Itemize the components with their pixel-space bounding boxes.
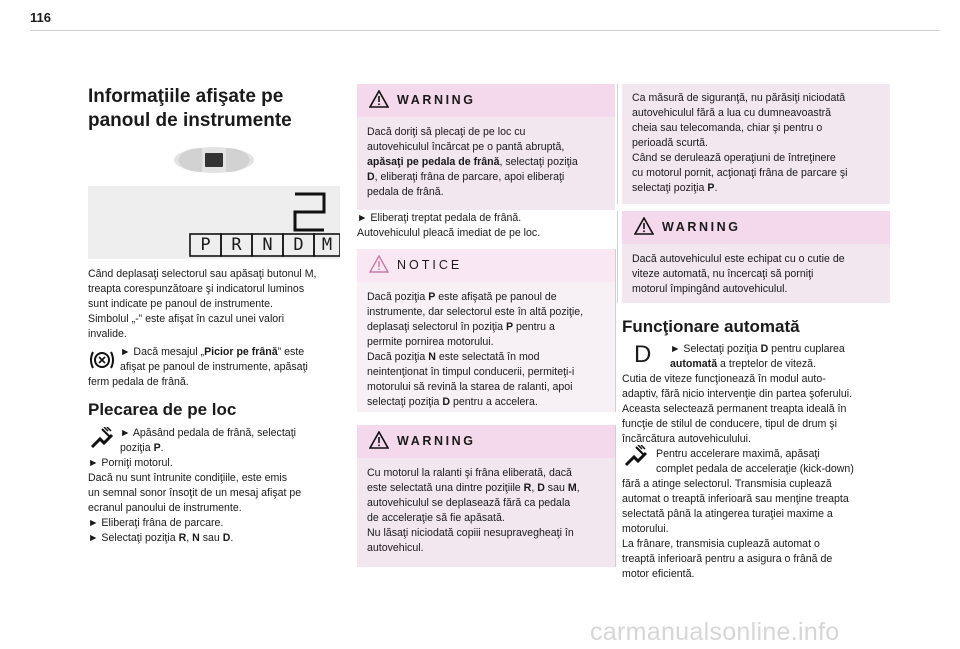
release-brake-text: ► Eliberaţi treptat pedala de frână. Autovehiculul pleacă imediat de pe loc.: [357, 212, 541, 239]
gear-d-icon: D: [634, 341, 652, 368]
warning-icon: [369, 431, 389, 449]
gear-r: R: [231, 235, 242, 255]
gear-p: P: [200, 235, 211, 255]
notice-header: NOTICE: [357, 249, 615, 282]
notice-box: [357, 249, 615, 412]
watermark: carmanualsonline.info: [590, 618, 840, 646]
warning-box-push-start: [622, 211, 890, 303]
column-divider: [615, 249, 616, 412]
notice-text: Dacă poziţia P este afişată pe panoul de instrumente, dar selectorul este în altă poziţie, deplasaţi selectorul în poziţia P pentru a permite pornirea motorului. Dacă poziţia N este selectată în mod neintenţionat în timpul conducerii, permiteţi-i motorului să revină la starea de ralanti, apoi selectaţi poziţia D pentru a accelera.: [367, 291, 584, 408]
warning-box-continued: [622, 84, 890, 204]
warning-box-slope: [357, 84, 615, 210]
brake-message-bullet: ► Dacă mesajul „Picior pe frână” este afişat pe panoul de instrumente, apăsaţi ferm pedala de frână.: [88, 346, 308, 388]
warning-header: WARNING: [357, 425, 615, 458]
warning-text: Ca măsură de siguranţă, nu părăsiţi niciodată autovehiculul fără a lua cu dumneavoastră cheia sau telecomanda, chiar şi pentru o perioadă scurtă. Când se derulează operaţiuni de întreţinere cu motorul pornit, acţionaţi frâna de parcare şi selectaţi poziţia P.: [632, 92, 848, 194]
starting-off-instructions: ► Apăsând pedala de frână, selectaţi poziţia P. ► Porniţi motorul. Dacă nu sunt întrunite condiţiile, este emis un semnal sonor însoţit de un mesaj afişat pe ecranul panoului de instrumente. ► Eliberaţi frâna de parcare. ► Selectaţi poziţia R, N sau D.: [88, 427, 302, 544]
warning-header: WARNING: [357, 84, 615, 117]
section-title-display: Informaţiile afişate pe panoul de instrumente: [88, 86, 292, 131]
warning-text: Dacă autovehiculul este echipat cu o cutie de viteze automată, nu încercaţi să porniţi motorul împingând autovehiculul.: [632, 253, 845, 295]
section-title-automatic: Funcţionare automată: [622, 317, 800, 336]
column-divider: [615, 425, 616, 567]
page-number: 116: [30, 10, 51, 25]
warning-text: Dacă doriţi să plecaţi de pe loc cu autovehiculul încărcat pe o pantă abruptă, apăsaţi pe pedala de frână, selectaţi poziţia D, eliberaţi frâna de parcare, apoi eliberaţi pedala de frână.: [367, 126, 578, 198]
section-title-starting-off: Plecarea de pe loc: [88, 400, 237, 419]
gear-indicator-icon: [172, 145, 256, 175]
warning-text: Cu motorul la ralanti şi frâna eliberată, dacă este selectată una dintre poziţiile R, D sau M, autovehiculul se deplasează fără ca pedala de acceleraţie să fie apăsată. Nu lăsaţi niciodată copiii nesupravegheaţi în autovehicul.: [367, 467, 580, 554]
column-divider: [617, 84, 618, 204]
column-divider: [617, 211, 618, 303]
instrument-cluster-display: [88, 186, 340, 259]
gear-n: N: [262, 235, 273, 255]
warning-header: WARNING: [622, 211, 890, 244]
gear-m: M: [321, 235, 333, 255]
gear-d: D: [293, 235, 304, 255]
automatic-operation-text: ► Selectaţi poziţia D pentru cuplarea automată a treptelor de viteză. Cutia de viteze funcţionează în modul auto- adaptiv, fără nicio intervenţie din partea şoferului. Aceasta selectează permanent treapta ideală în funcţie de stilul de conducere, tipul de drum şi încărcătura autovehiculului. Pentru accelerare maximă, apăsaţi complet pedala de acceleraţie (kick-down) fără a atinge selectorul. Transmisia cuplează automat o treaptă inferioară sau menţine treapta selectată până la atingerea turaţiei maxime a motorului. La frânare, transmisia cuplează automat o treaptă inferioară pentru a asigura o frână de motor eficientă.: [622, 343, 854, 580]
warning-icon: [369, 90, 389, 108]
warning-box-idle: [357, 425, 615, 567]
cluster-description: Când deplasaţi selectorul sau apăsaţi butonul M, treapta corespunzătoare şi indicatorul luminos sunt indicate pe panoul de instrumente. Simbolul „-” este afişat în cazul unei valori invalide.: [88, 268, 317, 340]
warning-icon: [634, 217, 654, 235]
top-rule: [30, 30, 940, 31]
notice-icon: [369, 255, 389, 273]
